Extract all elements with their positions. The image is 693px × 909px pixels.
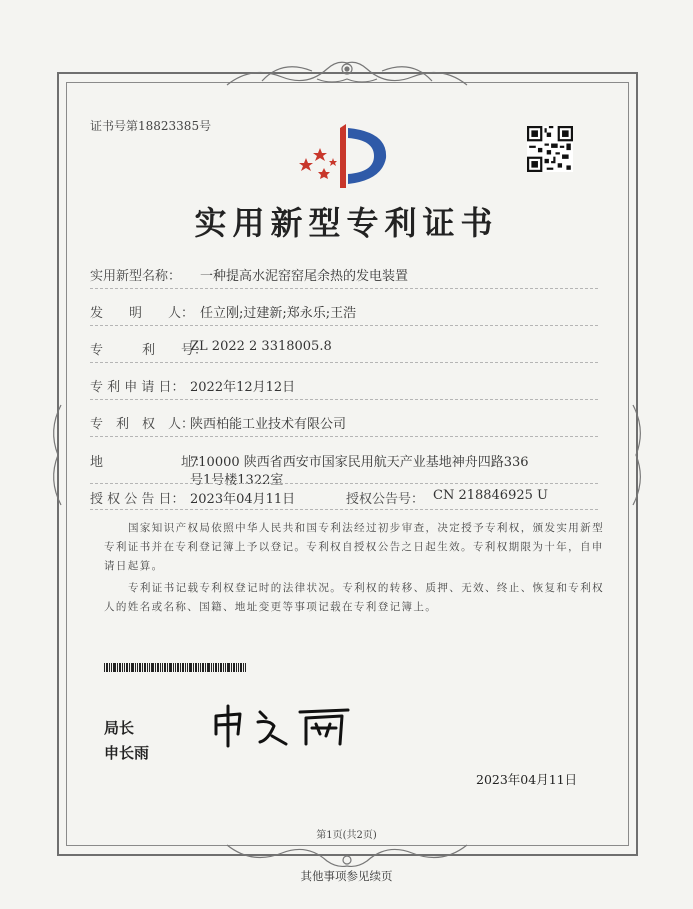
address-value-line1: 710000 陕西省西安市国家民用航天产业基地神舟四路336 bbox=[190, 455, 529, 470]
divider bbox=[90, 399, 598, 400]
paragraph-2-line-1: 专利证书记载专利权登记时的法律状况。专利权的转移、质押、无效、终止、恢复和专利权 bbox=[128, 582, 604, 594]
divider bbox=[90, 436, 598, 437]
director-name: 申长雨 bbox=[104, 744, 150, 762]
inventor-label: 发 明 人： bbox=[90, 306, 195, 321]
paragraph-1-line-1: 国家知识产权局依照中华人民共和国专利法经过初步审查，决定授予专利权，颁发实用新型 bbox=[128, 522, 604, 534]
left-ornament-decoration bbox=[46, 400, 66, 510]
grant-date-value: 2023年04月11日 bbox=[190, 492, 296, 507]
issue-date: 2023年04月11日 bbox=[476, 772, 578, 787]
filing-date-value: 2022年12月12日 bbox=[190, 380, 296, 395]
grant-number-label: 授权公告号： bbox=[346, 492, 425, 507]
patent-number-value: ZL 2022 2 3318005.8 bbox=[190, 339, 332, 354]
grant-date-label: 授 权 公 告 日： bbox=[90, 492, 185, 507]
filing-date-label: 专 利 申 请 日： bbox=[90, 380, 185, 395]
inventor-value: 任立刚;过建新;郑永乐;王浩 bbox=[200, 306, 357, 321]
divider bbox=[90, 325, 598, 326]
divider bbox=[90, 288, 598, 289]
bottom-ornament-decoration bbox=[222, 840, 472, 870]
patentee-value: 陕西柏能工业技术有限公司 bbox=[190, 417, 347, 432]
address-label: 地 址： bbox=[90, 455, 208, 470]
grant-number-value: CN 218846925 U bbox=[433, 488, 548, 503]
paragraph-1-line-3: 请日起算。 bbox=[104, 560, 164, 572]
divider bbox=[90, 483, 598, 484]
divider bbox=[90, 509, 598, 510]
top-ornament-decoration bbox=[222, 55, 472, 90]
footer-continuation-note: 其他事项参见续页 bbox=[300, 869, 393, 883]
certificate-number: 证书号第18823385号 bbox=[90, 119, 212, 133]
barcode bbox=[104, 663, 246, 672]
paragraph-2-line-2: 人的姓名或名称、国籍、地址变更等事项记载在专利登记簿上。 bbox=[104, 601, 438, 613]
page-indicator: 第1页(共2页) bbox=[316, 830, 377, 841]
patent-number-label: 专 利 号： bbox=[90, 343, 208, 358]
right-ornament-decoration bbox=[628, 400, 648, 510]
divider bbox=[90, 362, 598, 363]
utility-model-name-label: 实用新型名称： bbox=[90, 269, 182, 284]
utility-model-name-value: 一种提高水泥窑窑尾余热的发电装置 bbox=[200, 269, 409, 284]
cnipa-logo bbox=[296, 118, 396, 194]
certificate-title: 实用新型专利证书 bbox=[194, 204, 499, 242]
address-value-line2: 号1号楼1322室 bbox=[190, 473, 284, 488]
handwritten-signature bbox=[208, 700, 358, 750]
director-title: 局长 bbox=[104, 719, 135, 737]
paragraph-1-line-2: 专利证书并在专利登记簿上予以登记。专利权自授权公告之日起生效。专利权期限为十年，自申 bbox=[104, 541, 604, 553]
patentee-label: 专 利 权 人： bbox=[90, 417, 195, 432]
qr-code bbox=[527, 126, 573, 172]
